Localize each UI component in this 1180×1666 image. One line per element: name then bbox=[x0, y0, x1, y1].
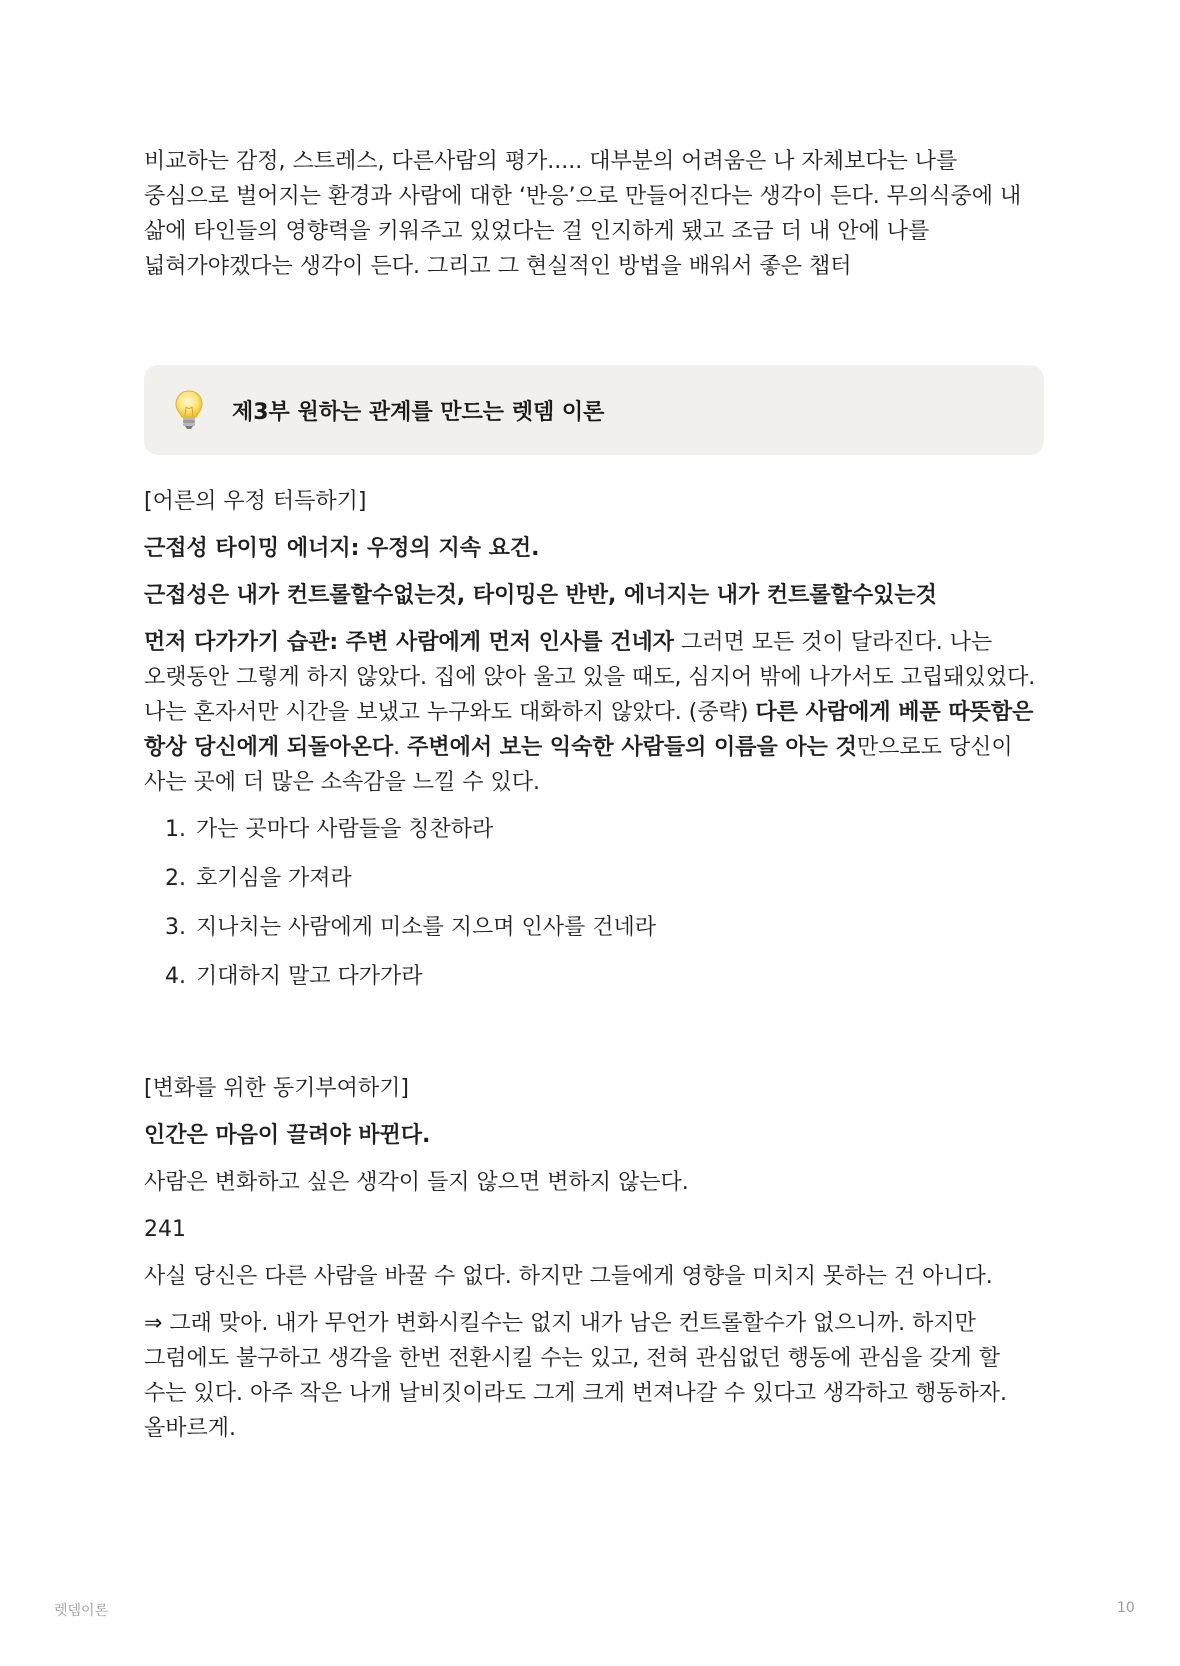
section-motivation bbox=[144, 1071, 1044, 1446]
list-item bbox=[144, 910, 1044, 945]
callout-box bbox=[144, 365, 1044, 455]
bold-line: 근접성 타이밍 에너지: 우정의 지속 요건. bbox=[144, 536, 540, 561]
numbered-list bbox=[144, 812, 1044, 994]
list-number: 3. bbox=[165, 915, 186, 940]
list-text: 호기심을 가져라 bbox=[196, 866, 352, 891]
intro-paragraph: 비교하는 감정, 스트레스, 다른사람의 평가..... 대부분의 어려움은 나 자체보다는 나를 중심으로 벌어지는 환경과 사람에 대한 ‘반응’으로 만들어진다는 생각이 든다. 무의식중에 내 삶에 타인들의 영향력을 키워주고 있었다는 걸 인지하게 됐고 조금 더 내 안에 나를 넓혀가야겠다는 생각이 든다. 그리고 그 현실적인 방법을 배워서 좋은 챕터 bbox=[144, 149, 1022, 279]
reflection-paragraph: ⇒ 그래 맞아. 내가 무언가 변화시킬수는 없지 내가 남은 컨트롤할수가 없으니까. 하지만 그럼에도 불구하고 생각을 한번 전환시킬 수는 있고, 전혀 관심없던 행동에 관심을 갖게 할 수는 있다. 아주 작은 나개 날비짓이라도 그게 크게 번져나갈 수 있다고 생각하고 행동하자. 올바르게. bbox=[144, 1311, 1007, 1441]
body-line: 사람은 변화하고 싶은 생각이 들지 않으면 변하지 않는다. bbox=[144, 1170, 689, 1195]
body-text: . bbox=[393, 735, 408, 760]
body-text: 만으로도 당신이 사는 곳에 더 많은 소속감을 느낄 수 있다. bbox=[144, 735, 1013, 795]
section-heading: [변화를 위한 동기부여하기] bbox=[144, 1076, 409, 1101]
list-item bbox=[144, 959, 1044, 994]
list-item bbox=[144, 861, 1044, 896]
body-line: 사실 당신은 다른 사람을 바꿀 수 없다. 하지만 그들에게 영향을 미치지 못하는 건 아니다. bbox=[144, 1264, 993, 1289]
footer-doc-title: 렛뎀이론 bbox=[54, 1603, 109, 1619]
emphasis-text: 먼저 다가가기 습관: 주변 사람에게 먼저 인사를 건네자 bbox=[144, 630, 674, 655]
body-paragraph bbox=[144, 625, 1044, 800]
page-reference: 241 bbox=[144, 1217, 186, 1242]
bold-line: 근접성은 내가 컨트롤할수없는것, 타이밍은 반반, 에너지는 내가 컨트롤할수있는것 bbox=[144, 583, 937, 608]
list-item bbox=[144, 812, 1044, 847]
callout-title: 제3부 원하는 관계를 만드는 렛뎀 이론 bbox=[232, 399, 605, 425]
section-adult-friendship bbox=[144, 484, 1044, 994]
emphasis-text: 주변에서 보는 익숙한 사람들의 이름을 아는 것 bbox=[407, 735, 857, 760]
section-heading: [어른의 우정 터득하기] bbox=[144, 489, 367, 514]
footer-page-number: 10 bbox=[1117, 1600, 1135, 1616]
list-number: 1. bbox=[165, 817, 186, 842]
list-number: 4. bbox=[165, 964, 186, 989]
lightbulb-icon bbox=[174, 389, 204, 431]
list-text: 기대하지 말고 다가가라 bbox=[196, 964, 423, 989]
list-number: 2. bbox=[165, 866, 186, 891]
body-text: 그러면 모든 것이 달라진다. 나는 오랫동안 그렇게 하지 않았다. 집에 앉아 울고 있을 때도, 심지어 밖에 나가서도 고립돼있었다. 나는 혼자서만 시간을 보냈고 누구와도 대화하지 않았다. (중략) bbox=[144, 630, 1036, 725]
emphasis-text: 다른 사람에게 베푼 따뜻함은 항상 당신에게 되돌아온다 bbox=[144, 700, 1034, 760]
list-text: 가는 곳마다 사람들을 칭찬하라 bbox=[196, 817, 494, 842]
bold-line: 인간은 마음이 끌려야 바뀐다. bbox=[144, 1123, 431, 1148]
list-text: 지나치는 사람에게 미소를 지으며 인사를 건네라 bbox=[196, 915, 657, 940]
